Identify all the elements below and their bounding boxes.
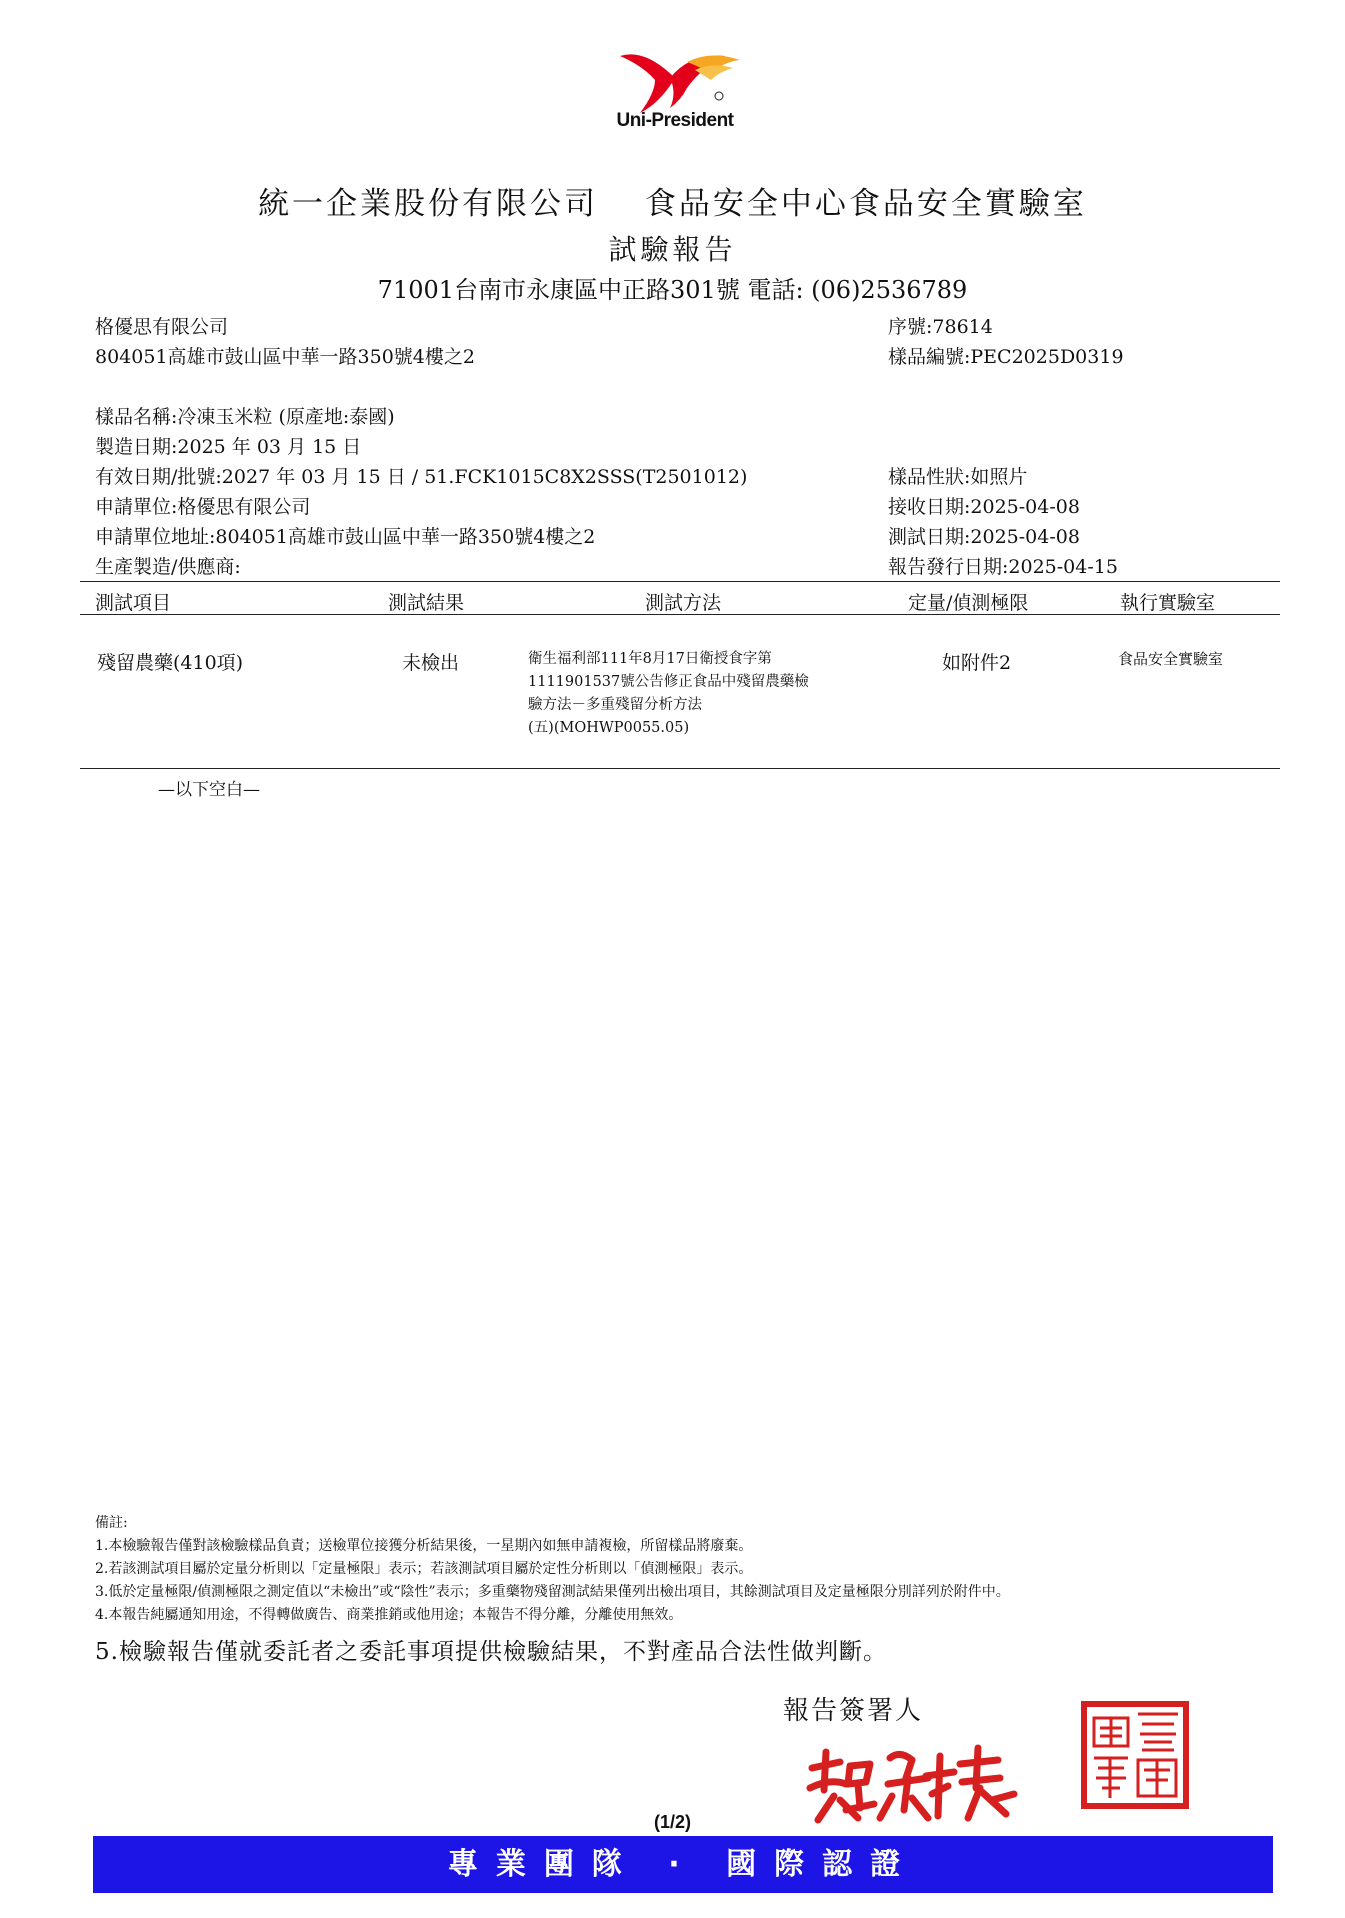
expiry-batch: 有效日期/批號:2027 年 03 月 15 日 / 51.FCK1015C8X2SSS(T2501012) <box>95 466 748 488</box>
notes-heading: 備註: <box>95 1515 128 1531</box>
test-date: 測試日期:2025-04-08 <box>888 526 1080 548</box>
table-bottom-rule <box>80 768 1280 769</box>
sample-nature: 樣品性狀:如照片 <box>888 466 1028 488</box>
note-line: 3.低於定量極限/偵測極限之測定值以“未檢出”或“陰性”表示；多重藥物殘留測試結果僅列出檢出項目，其餘測試項目及定量極限分別詳列於附件中。 <box>95 1584 1010 1600</box>
blank-marker: —以下空白— <box>158 780 260 800</box>
manufacture-date: 製造日期:2025 年 03 月 15 日 <box>95 436 362 458</box>
header-test-method: 測試方法 <box>645 592 722 614</box>
applicant: 申請單位:格優思有限公司 <box>95 496 311 518</box>
table-top-rule <box>80 581 1280 582</box>
manufacturer: 生產製造/供應商: <box>95 556 241 578</box>
report-title: 試驗報告 <box>608 233 737 266</box>
method-line: 衛生福利部111年8月17日衛授食字第 <box>528 651 772 667</box>
table-header-rule <box>80 614 1280 615</box>
row-test-item: 殘留農藥(410項) <box>97 652 244 674</box>
lab-name-heading: 統一企業股份有限公司 食品安全中心食品安全實驗室 <box>258 186 1087 222</box>
serial-number: 序號:78614 <box>888 316 993 338</box>
row-test-method <box>528 648 873 740</box>
row-lab: 食品安全實驗室 <box>1118 650 1224 668</box>
lab-address-line: 71001台南市永康區中正路301號 電話: (06)2536789 <box>377 276 968 304</box>
method-line: 1111901537號公告修正食品中殘留農藥檢 <box>528 674 809 690</box>
method-line: (五)(MOHWP0055.05) <box>528 720 690 736</box>
applicant-address: 申請單位地址:804051高雄市鼓山區中華一路350號4樓之2 <box>95 526 596 548</box>
header-test-item: 測試項目 <box>95 592 172 614</box>
footer-banner: 專業團隊 · 國際認證 <box>93 1836 1273 1893</box>
header-test-result: 測試結果 <box>388 592 465 614</box>
logo-wordmark: Uni-President <box>616 110 734 131</box>
client-name: 格優思有限公司 <box>95 316 229 338</box>
page-number: (1/2) <box>653 1812 691 1832</box>
note-line-5: 5.檢驗報告僅就委託者之委託事項提供檢驗結果，不對產品合法性做判斷。 <box>95 1639 887 1665</box>
header-limit: 定量/偵測極限 <box>908 592 1029 614</box>
client-address: 804051高雄市鼓山區中華一路350號4樓之2 <box>95 346 475 368</box>
note-line: 4.本報告純屬通知用途，不得轉做廣告、商業推銷或他用途；本報告不得分離，分離使用無效。 <box>95 1607 683 1623</box>
note-line: 2.若該測試項目屬於定量分析則以「定量極限」表示；若該測試項目屬於定性分析則以「偵測極限」表示。 <box>95 1561 753 1577</box>
method-line: 驗方法－多重殘留分析方法 <box>528 697 702 713</box>
issue-date: 報告發行日期:2025-04-15 <box>888 556 1118 578</box>
note-line: 1.本檢驗報告僅對該檢驗樣品負責；送檢單位接獲分析結果後，一星期內如無申請複檢，所留樣品將廢棄。 <box>95 1538 753 1554</box>
company-seal-icon <box>1080 1700 1190 1810</box>
row-test-result: 未檢出 <box>402 652 460 674</box>
signer-label: 報告簽署人 <box>783 1696 924 1726</box>
header-lab: 執行實驗室 <box>1120 592 1216 614</box>
received-date: 接收日期:2025-04-08 <box>888 496 1080 518</box>
row-limit: 如附件2 <box>942 652 1012 674</box>
sample-name: 樣品名稱:冷凍玉米粒 (原產地:泰國) <box>95 406 395 428</box>
sample-number: 樣品編號:PEC2025D0319 <box>888 346 1124 368</box>
